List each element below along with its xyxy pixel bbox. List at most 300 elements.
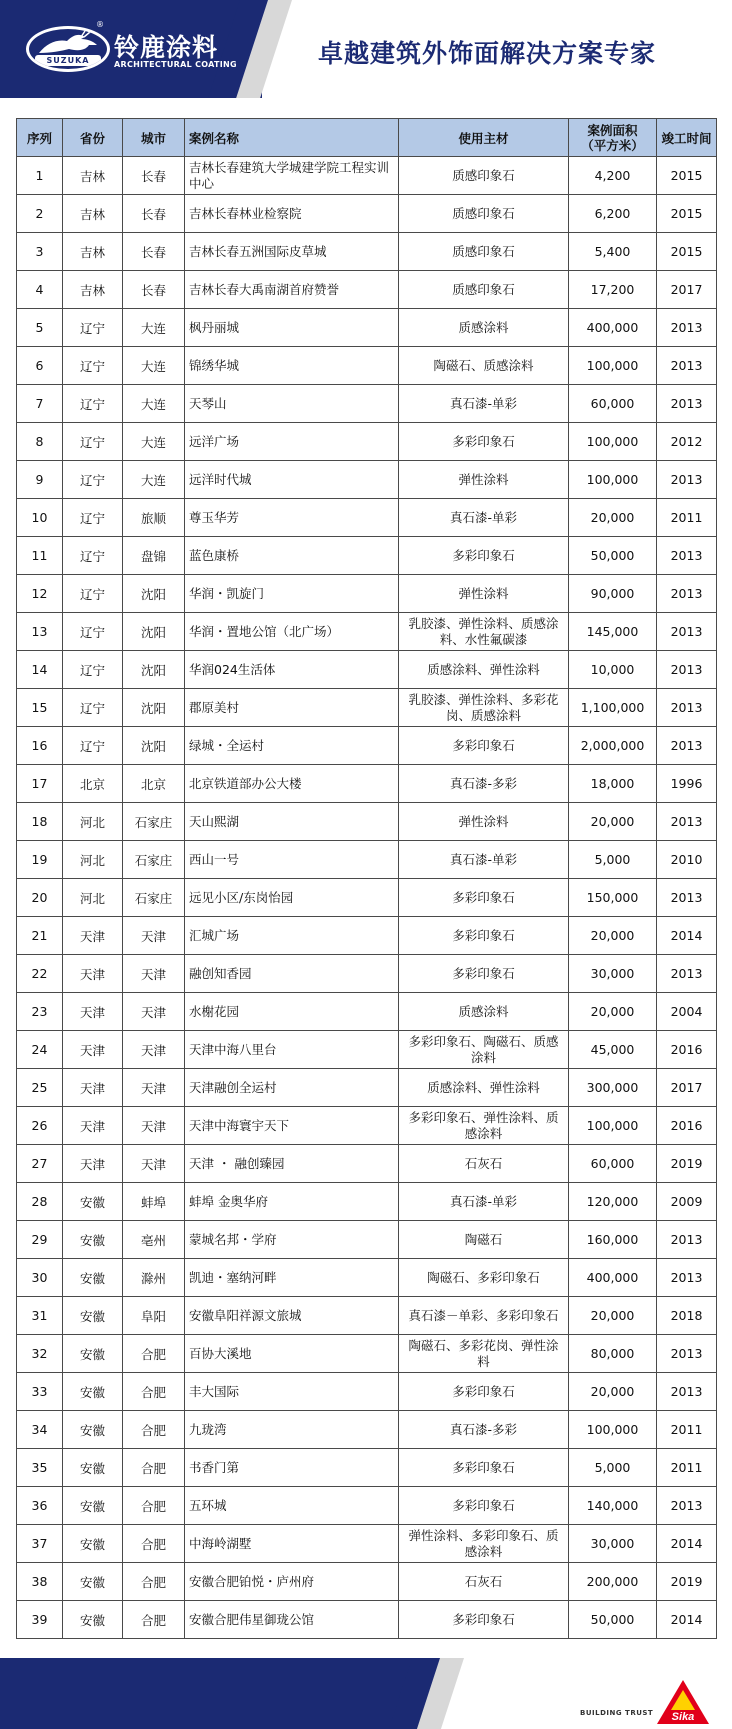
cell-material: 多彩印象石 xyxy=(399,727,569,765)
cell-name: 汇城广场 xyxy=(185,917,399,955)
table-body xyxy=(17,157,717,1639)
cell-name: 融创知香园 xyxy=(185,955,399,993)
cell-seq: 19 xyxy=(17,841,63,879)
cell-area: 20,000 xyxy=(569,1373,657,1411)
cell-seq: 39 xyxy=(17,1601,63,1639)
cell-city: 长春 xyxy=(123,233,185,271)
cell-city: 沈阳 xyxy=(123,689,185,727)
cell-seq: 17 xyxy=(17,765,63,803)
cell-seq: 8 xyxy=(17,423,63,461)
cell-area: 20,000 xyxy=(569,993,657,1031)
cell-city: 大连 xyxy=(123,385,185,423)
col-header-city: 城市 xyxy=(123,119,185,157)
cell-province: 安徽 xyxy=(63,1335,123,1373)
cell-year: 2013 xyxy=(657,309,717,347)
cell-area: 100,000 xyxy=(569,1411,657,1449)
cell-material: 质感涂料、弹性涂料 xyxy=(399,651,569,689)
cell-name: 尊玉华芳 xyxy=(185,499,399,537)
cell-area: 2,000,000 xyxy=(569,727,657,765)
col-header-area-line1: 案例面积 xyxy=(587,122,638,138)
cell-year: 2012 xyxy=(657,423,717,461)
cell-area: 100,000 xyxy=(569,423,657,461)
cell-seq: 9 xyxy=(17,461,63,499)
sika-logo-text: Sika xyxy=(671,1711,695,1723)
cell-area: 18,000 xyxy=(569,765,657,803)
cell-name: 北京铁道部办公大楼 xyxy=(185,765,399,803)
cell-name: 吉林长春林业检察院 xyxy=(185,195,399,233)
cell-province: 安徽 xyxy=(63,1487,123,1525)
table-row xyxy=(17,651,717,689)
cell-name: 远洋时代城 xyxy=(185,461,399,499)
cell-city: 大连 xyxy=(123,423,185,461)
cell-area: 17,200 xyxy=(569,271,657,309)
table-row xyxy=(17,195,717,233)
cell-material: 质感涂料 xyxy=(399,309,569,347)
cell-seq: 7 xyxy=(17,385,63,423)
cell-year: 2011 xyxy=(657,1411,717,1449)
col-header-province: 省份 xyxy=(63,119,123,157)
cell-area: 300,000 xyxy=(569,1069,657,1107)
cell-seq: 21 xyxy=(17,917,63,955)
cell-year: 2013 xyxy=(657,1373,717,1411)
cell-province: 河北 xyxy=(63,841,123,879)
cell-year: 2017 xyxy=(657,271,717,309)
cell-area: 20,000 xyxy=(569,1297,657,1335)
cell-province: 辽宁 xyxy=(63,689,123,727)
logo-band-text: SUZUKA xyxy=(35,55,101,66)
cell-province: 安徽 xyxy=(63,1449,123,1487)
table-row xyxy=(17,423,717,461)
cell-city: 长春 xyxy=(123,157,185,195)
col-header-seq: 序列 xyxy=(17,119,63,157)
cell-name: 吉林长春大禹南湖首府赞誉 xyxy=(185,271,399,309)
col-header-year: 竣工时间 xyxy=(657,119,717,157)
page-header xyxy=(0,0,732,98)
table-row xyxy=(17,1525,717,1563)
cell-city: 合肥 xyxy=(123,1373,185,1411)
cell-name: 绿城・全运村 xyxy=(185,727,399,765)
table-row xyxy=(17,1335,717,1373)
cell-province: 河北 xyxy=(63,879,123,917)
cell-province: 天津 xyxy=(63,917,123,955)
cell-city: 北京 xyxy=(123,765,185,803)
table-row xyxy=(17,1487,717,1525)
table-row xyxy=(17,613,717,651)
col-header-area xyxy=(569,119,657,157)
cell-seq: 36 xyxy=(17,1487,63,1525)
table-row xyxy=(17,765,717,803)
cell-city: 天津 xyxy=(123,917,185,955)
cell-province: 辽宁 xyxy=(63,613,123,651)
cell-area: 10,000 xyxy=(569,651,657,689)
cell-name: 锦绣华城 xyxy=(185,347,399,385)
cell-city: 石家庄 xyxy=(123,841,185,879)
table-row xyxy=(17,1373,717,1411)
table-row xyxy=(17,1449,717,1487)
cell-year: 2013 xyxy=(657,1487,717,1525)
cell-year: 2013 xyxy=(657,461,717,499)
cell-seq: 28 xyxy=(17,1183,63,1221)
table-row xyxy=(17,1297,717,1335)
cell-province: 吉林 xyxy=(63,271,123,309)
cell-material: 真石漆-单彩 xyxy=(399,385,569,423)
cell-name: 华润・凯旋门 xyxy=(185,575,399,613)
cell-material: 多彩印象石 xyxy=(399,917,569,955)
cell-seq: 15 xyxy=(17,689,63,727)
cell-name: 天津中海寰宇天下 xyxy=(185,1107,399,1145)
table-row xyxy=(17,157,717,195)
cell-province: 安徽 xyxy=(63,1183,123,1221)
cell-city: 长春 xyxy=(123,195,185,233)
cell-material: 多彩印象石 xyxy=(399,1601,569,1639)
cell-province: 吉林 xyxy=(63,157,123,195)
cell-material: 质感涂料 xyxy=(399,993,569,1031)
cell-name: 西山一号 xyxy=(185,841,399,879)
cell-material: 多彩印象石、陶磁石、质感涂料 xyxy=(399,1031,569,1069)
cell-province: 安徽 xyxy=(63,1525,123,1563)
cell-material: 石灰石 xyxy=(399,1563,569,1601)
cell-name: 吉林长春建筑大学城建学院工程实训中心 xyxy=(185,157,399,195)
table-row xyxy=(17,1107,717,1145)
cell-year: 2013 xyxy=(657,1259,717,1297)
cell-area: 4,200 xyxy=(569,157,657,195)
cell-area: 400,000 xyxy=(569,309,657,347)
table-row xyxy=(17,575,717,613)
cell-year: 2013 xyxy=(657,347,717,385)
brand-name-en: ARCHITECTURAL COATING xyxy=(114,60,237,69)
cell-area: 30,000 xyxy=(569,1525,657,1563)
cell-year: 2013 xyxy=(657,385,717,423)
cell-material: 多彩印象石 xyxy=(399,955,569,993)
cell-city: 亳州 xyxy=(123,1221,185,1259)
cell-material: 多彩印象石 xyxy=(399,537,569,575)
cell-area: 80,000 xyxy=(569,1335,657,1373)
cell-seq: 6 xyxy=(17,347,63,385)
cell-province: 辽宁 xyxy=(63,385,123,423)
cell-city: 阜阳 xyxy=(123,1297,185,1335)
cell-material: 弹性涂料 xyxy=(399,803,569,841)
cell-area: 100,000 xyxy=(569,1107,657,1145)
cell-year: 2017 xyxy=(657,1069,717,1107)
table-row xyxy=(17,499,717,537)
cell-seq: 25 xyxy=(17,1069,63,1107)
cell-material: 弹性涂料、多彩印象石、质感涂料 xyxy=(399,1525,569,1563)
cell-name: 百协大溪地 xyxy=(185,1335,399,1373)
cell-province: 辽宁 xyxy=(63,309,123,347)
cell-province: 安徽 xyxy=(63,1297,123,1335)
cell-city: 盘锦 xyxy=(123,537,185,575)
case-table xyxy=(16,118,717,1639)
cell-name: 远洋广场 xyxy=(185,423,399,461)
cell-name: 天琴山 xyxy=(185,385,399,423)
cell-area: 45,000 xyxy=(569,1031,657,1069)
cell-province: 辽宁 xyxy=(63,347,123,385)
cell-area: 5,000 xyxy=(569,841,657,879)
cell-city: 旅顺 xyxy=(123,499,185,537)
cell-year: 2014 xyxy=(657,1601,717,1639)
cell-seq: 1 xyxy=(17,157,63,195)
registered-mark: ® xyxy=(96,20,104,29)
cell-seq: 5 xyxy=(17,309,63,347)
cell-seq: 3 xyxy=(17,233,63,271)
cell-name: 安徽合肥铂悦・庐州府 xyxy=(185,1563,399,1601)
cell-province: 辽宁 xyxy=(63,575,123,613)
cell-year: 2018 xyxy=(657,1297,717,1335)
table-row xyxy=(17,309,717,347)
cell-city: 沈阳 xyxy=(123,613,185,651)
cell-city: 沈阳 xyxy=(123,651,185,689)
cell-province: 天津 xyxy=(63,1145,123,1183)
cell-province: 安徽 xyxy=(63,1563,123,1601)
cell-material: 质感印象石 xyxy=(399,233,569,271)
cell-material: 弹性涂料 xyxy=(399,461,569,499)
cell-seq: 10 xyxy=(17,499,63,537)
cell-material: 弹性涂料 xyxy=(399,575,569,613)
cell-area: 120,000 xyxy=(569,1183,657,1221)
cell-name: 中海岭湖墅 xyxy=(185,1525,399,1563)
cell-year: 2013 xyxy=(657,1221,717,1259)
cell-city: 天津 xyxy=(123,993,185,1031)
col-header-material: 使用主材 xyxy=(399,119,569,157)
cell-seq: 22 xyxy=(17,955,63,993)
cell-area: 400,000 xyxy=(569,1259,657,1297)
table-row xyxy=(17,803,717,841)
table-row xyxy=(17,993,717,1031)
cell-province: 安徽 xyxy=(63,1411,123,1449)
cell-city: 天津 xyxy=(123,1069,185,1107)
cell-area: 5,000 xyxy=(569,1449,657,1487)
cell-seq: 24 xyxy=(17,1031,63,1069)
cell-province: 安徽 xyxy=(63,1373,123,1411)
cell-name: 九珑湾 xyxy=(185,1411,399,1449)
cell-area: 90,000 xyxy=(569,575,657,613)
cell-seq: 23 xyxy=(17,993,63,1031)
cell-material: 质感印象石 xyxy=(399,195,569,233)
cell-name: 安徽阜阳祥源文旅城 xyxy=(185,1297,399,1335)
cell-city: 沈阳 xyxy=(123,727,185,765)
table-row xyxy=(17,385,717,423)
cell-province: 辽宁 xyxy=(63,423,123,461)
cell-name: 天津融创全运村 xyxy=(185,1069,399,1107)
cell-city: 石家庄 xyxy=(123,879,185,917)
cell-city: 合肥 xyxy=(123,1563,185,1601)
cell-year: 2015 xyxy=(657,195,717,233)
cell-name: 蓝色康桥 xyxy=(185,537,399,575)
cell-material: 质感印象石 xyxy=(399,271,569,309)
table-row xyxy=(17,1069,717,1107)
cell-name: 郡原美村 xyxy=(185,689,399,727)
cell-seq: 32 xyxy=(17,1335,63,1373)
cell-name: 吉林长春五洲国际皮草城 xyxy=(185,233,399,271)
cell-area: 60,000 xyxy=(569,1145,657,1183)
cell-name: 天津 ・ 融创臻园 xyxy=(185,1145,399,1183)
cell-year: 2014 xyxy=(657,917,717,955)
cell-seq: 26 xyxy=(17,1107,63,1145)
cell-material: 真石漆-单彩 xyxy=(399,841,569,879)
cell-area: 6,200 xyxy=(569,195,657,233)
table-row xyxy=(17,461,717,499)
cell-year: 2015 xyxy=(657,233,717,271)
cell-city: 沈阳 xyxy=(123,575,185,613)
cell-seq: 18 xyxy=(17,803,63,841)
cell-year: 2013 xyxy=(657,613,717,651)
cell-area: 20,000 xyxy=(569,499,657,537)
cell-province: 辽宁 xyxy=(63,537,123,575)
table-row xyxy=(17,1259,717,1297)
cell-city: 合肥 xyxy=(123,1601,185,1639)
table-row xyxy=(17,1411,717,1449)
cell-city: 石家庄 xyxy=(123,803,185,841)
cell-name: 枫丹丽城 xyxy=(185,309,399,347)
cell-area: 50,000 xyxy=(569,537,657,575)
cell-material: 质感印象石 xyxy=(399,157,569,195)
cell-area: 1,100,000 xyxy=(569,689,657,727)
cell-city: 合肥 xyxy=(123,1335,185,1373)
suzuka-logo xyxy=(26,26,110,72)
table-row xyxy=(17,1221,717,1259)
col-header-name: 案例名称 xyxy=(185,119,399,157)
cell-province: 北京 xyxy=(63,765,123,803)
cell-area: 20,000 xyxy=(569,803,657,841)
cell-city: 大连 xyxy=(123,461,185,499)
table-row xyxy=(17,879,717,917)
cell-name: 远见小区/东岗怡园 xyxy=(185,879,399,917)
cell-material: 多彩印象石 xyxy=(399,1373,569,1411)
table-row xyxy=(17,727,717,765)
cell-material: 真石漆-单彩 xyxy=(399,1183,569,1221)
cell-city: 大连 xyxy=(123,309,185,347)
cell-area: 200,000 xyxy=(569,1563,657,1601)
cell-city: 大连 xyxy=(123,347,185,385)
cell-city: 合肥 xyxy=(123,1525,185,1563)
cell-year: 2013 xyxy=(657,537,717,575)
brand-name-cn: 铃鹿涂料 xyxy=(114,33,219,62)
cell-year: 2013 xyxy=(657,955,717,993)
cell-province: 辽宁 xyxy=(63,727,123,765)
cell-year: 1996 xyxy=(657,765,717,803)
table-row xyxy=(17,1145,717,1183)
cell-year: 2013 xyxy=(657,651,717,689)
cell-area: 140,000 xyxy=(569,1487,657,1525)
cell-province: 天津 xyxy=(63,1031,123,1069)
cell-city: 合肥 xyxy=(123,1449,185,1487)
cell-province: 河北 xyxy=(63,803,123,841)
cell-year: 2011 xyxy=(657,1449,717,1487)
cell-name: 蒙城名邦・学府 xyxy=(185,1221,399,1259)
cell-material: 多彩印象石、弹性涂料、质感涂料 xyxy=(399,1107,569,1145)
cell-year: 2019 xyxy=(657,1145,717,1183)
cell-province: 辽宁 xyxy=(63,499,123,537)
table-row xyxy=(17,233,717,271)
cell-name: 五环城 xyxy=(185,1487,399,1525)
cell-area: 160,000 xyxy=(569,1221,657,1259)
cell-province: 辽宁 xyxy=(63,651,123,689)
cell-material: 多彩印象石 xyxy=(399,879,569,917)
cell-material: 乳胶漆、弹性涂料、多彩花岗、质感涂料 xyxy=(399,689,569,727)
cell-material: 真石漆-多彩 xyxy=(399,765,569,803)
table-row xyxy=(17,1563,717,1601)
cell-city: 天津 xyxy=(123,1145,185,1183)
cell-year: 2015 xyxy=(657,157,717,195)
cell-area: 100,000 xyxy=(569,347,657,385)
cell-province: 天津 xyxy=(63,1069,123,1107)
cell-province: 吉林 xyxy=(63,233,123,271)
cell-area: 150,000 xyxy=(569,879,657,917)
cell-province: 安徽 xyxy=(63,1259,123,1297)
building-trust-text: BUILDING TRUST xyxy=(580,1709,654,1717)
cell-name: 丰大国际 xyxy=(185,1373,399,1411)
cell-name: 华润・置地公馆（北广场） xyxy=(185,613,399,651)
cell-name: 水榭花园 xyxy=(185,993,399,1031)
cell-province: 辽宁 xyxy=(63,461,123,499)
table-row xyxy=(17,1031,717,1069)
cell-material: 陶磁石、质感涂料 xyxy=(399,347,569,385)
cell-area: 60,000 xyxy=(569,385,657,423)
table-row xyxy=(17,347,717,385)
cell-year: 2011 xyxy=(657,499,717,537)
cell-material: 陶磁石、多彩印象石 xyxy=(399,1259,569,1297)
table-row xyxy=(17,1601,717,1639)
cell-province: 安徽 xyxy=(63,1601,123,1639)
cell-material: 真石漆－单彩、多彩印象石 xyxy=(399,1297,569,1335)
cell-province: 天津 xyxy=(63,993,123,1031)
cell-seq: 31 xyxy=(17,1297,63,1335)
cell-year: 2013 xyxy=(657,803,717,841)
cell-year: 2013 xyxy=(657,1335,717,1373)
cell-city: 长春 xyxy=(123,271,185,309)
cell-area: 100,000 xyxy=(569,461,657,499)
cell-area: 5,400 xyxy=(569,233,657,271)
cell-year: 2009 xyxy=(657,1183,717,1221)
cell-seq: 13 xyxy=(17,613,63,651)
footer-navy-band xyxy=(0,1658,440,1729)
cell-year: 2019 xyxy=(657,1563,717,1601)
table-header-row xyxy=(17,119,717,157)
cell-name: 华润024生活体 xyxy=(185,651,399,689)
cell-material: 石灰石 xyxy=(399,1145,569,1183)
cell-city: 合肥 xyxy=(123,1487,185,1525)
cell-province: 安徽 xyxy=(63,1221,123,1259)
cell-material: 多彩印象石 xyxy=(399,1449,569,1487)
cell-material: 多彩印象石 xyxy=(399,423,569,461)
table-row xyxy=(17,955,717,993)
cell-area: 20,000 xyxy=(569,917,657,955)
cell-material: 真石漆-多彩 xyxy=(399,1411,569,1449)
cell-name: 天山熙湖 xyxy=(185,803,399,841)
table-row xyxy=(17,917,717,955)
cell-year: 2010 xyxy=(657,841,717,879)
cell-seq: 14 xyxy=(17,651,63,689)
cell-seq: 34 xyxy=(17,1411,63,1449)
cell-seq: 12 xyxy=(17,575,63,613)
cell-seq: 33 xyxy=(17,1373,63,1411)
cell-material: 陶磁石、多彩花岗、弹性涂料 xyxy=(399,1335,569,1373)
col-header-area-line2: （平方米） xyxy=(581,137,644,153)
cell-year: 2013 xyxy=(657,879,717,917)
cell-material: 多彩印象石 xyxy=(399,1487,569,1525)
cell-city: 合肥 xyxy=(123,1411,185,1449)
cell-seq: 4 xyxy=(17,271,63,309)
cell-year: 2004 xyxy=(657,993,717,1031)
cell-seq: 35 xyxy=(17,1449,63,1487)
cell-year: 2016 xyxy=(657,1031,717,1069)
cell-city: 滁州 xyxy=(123,1259,185,1297)
cell-name: 书香门第 xyxy=(185,1449,399,1487)
cell-area: 50,000 xyxy=(569,1601,657,1639)
cell-name: 凯迪・塞纳河畔 xyxy=(185,1259,399,1297)
cell-year: 2016 xyxy=(657,1107,717,1145)
cell-name: 天津中海八里台 xyxy=(185,1031,399,1069)
